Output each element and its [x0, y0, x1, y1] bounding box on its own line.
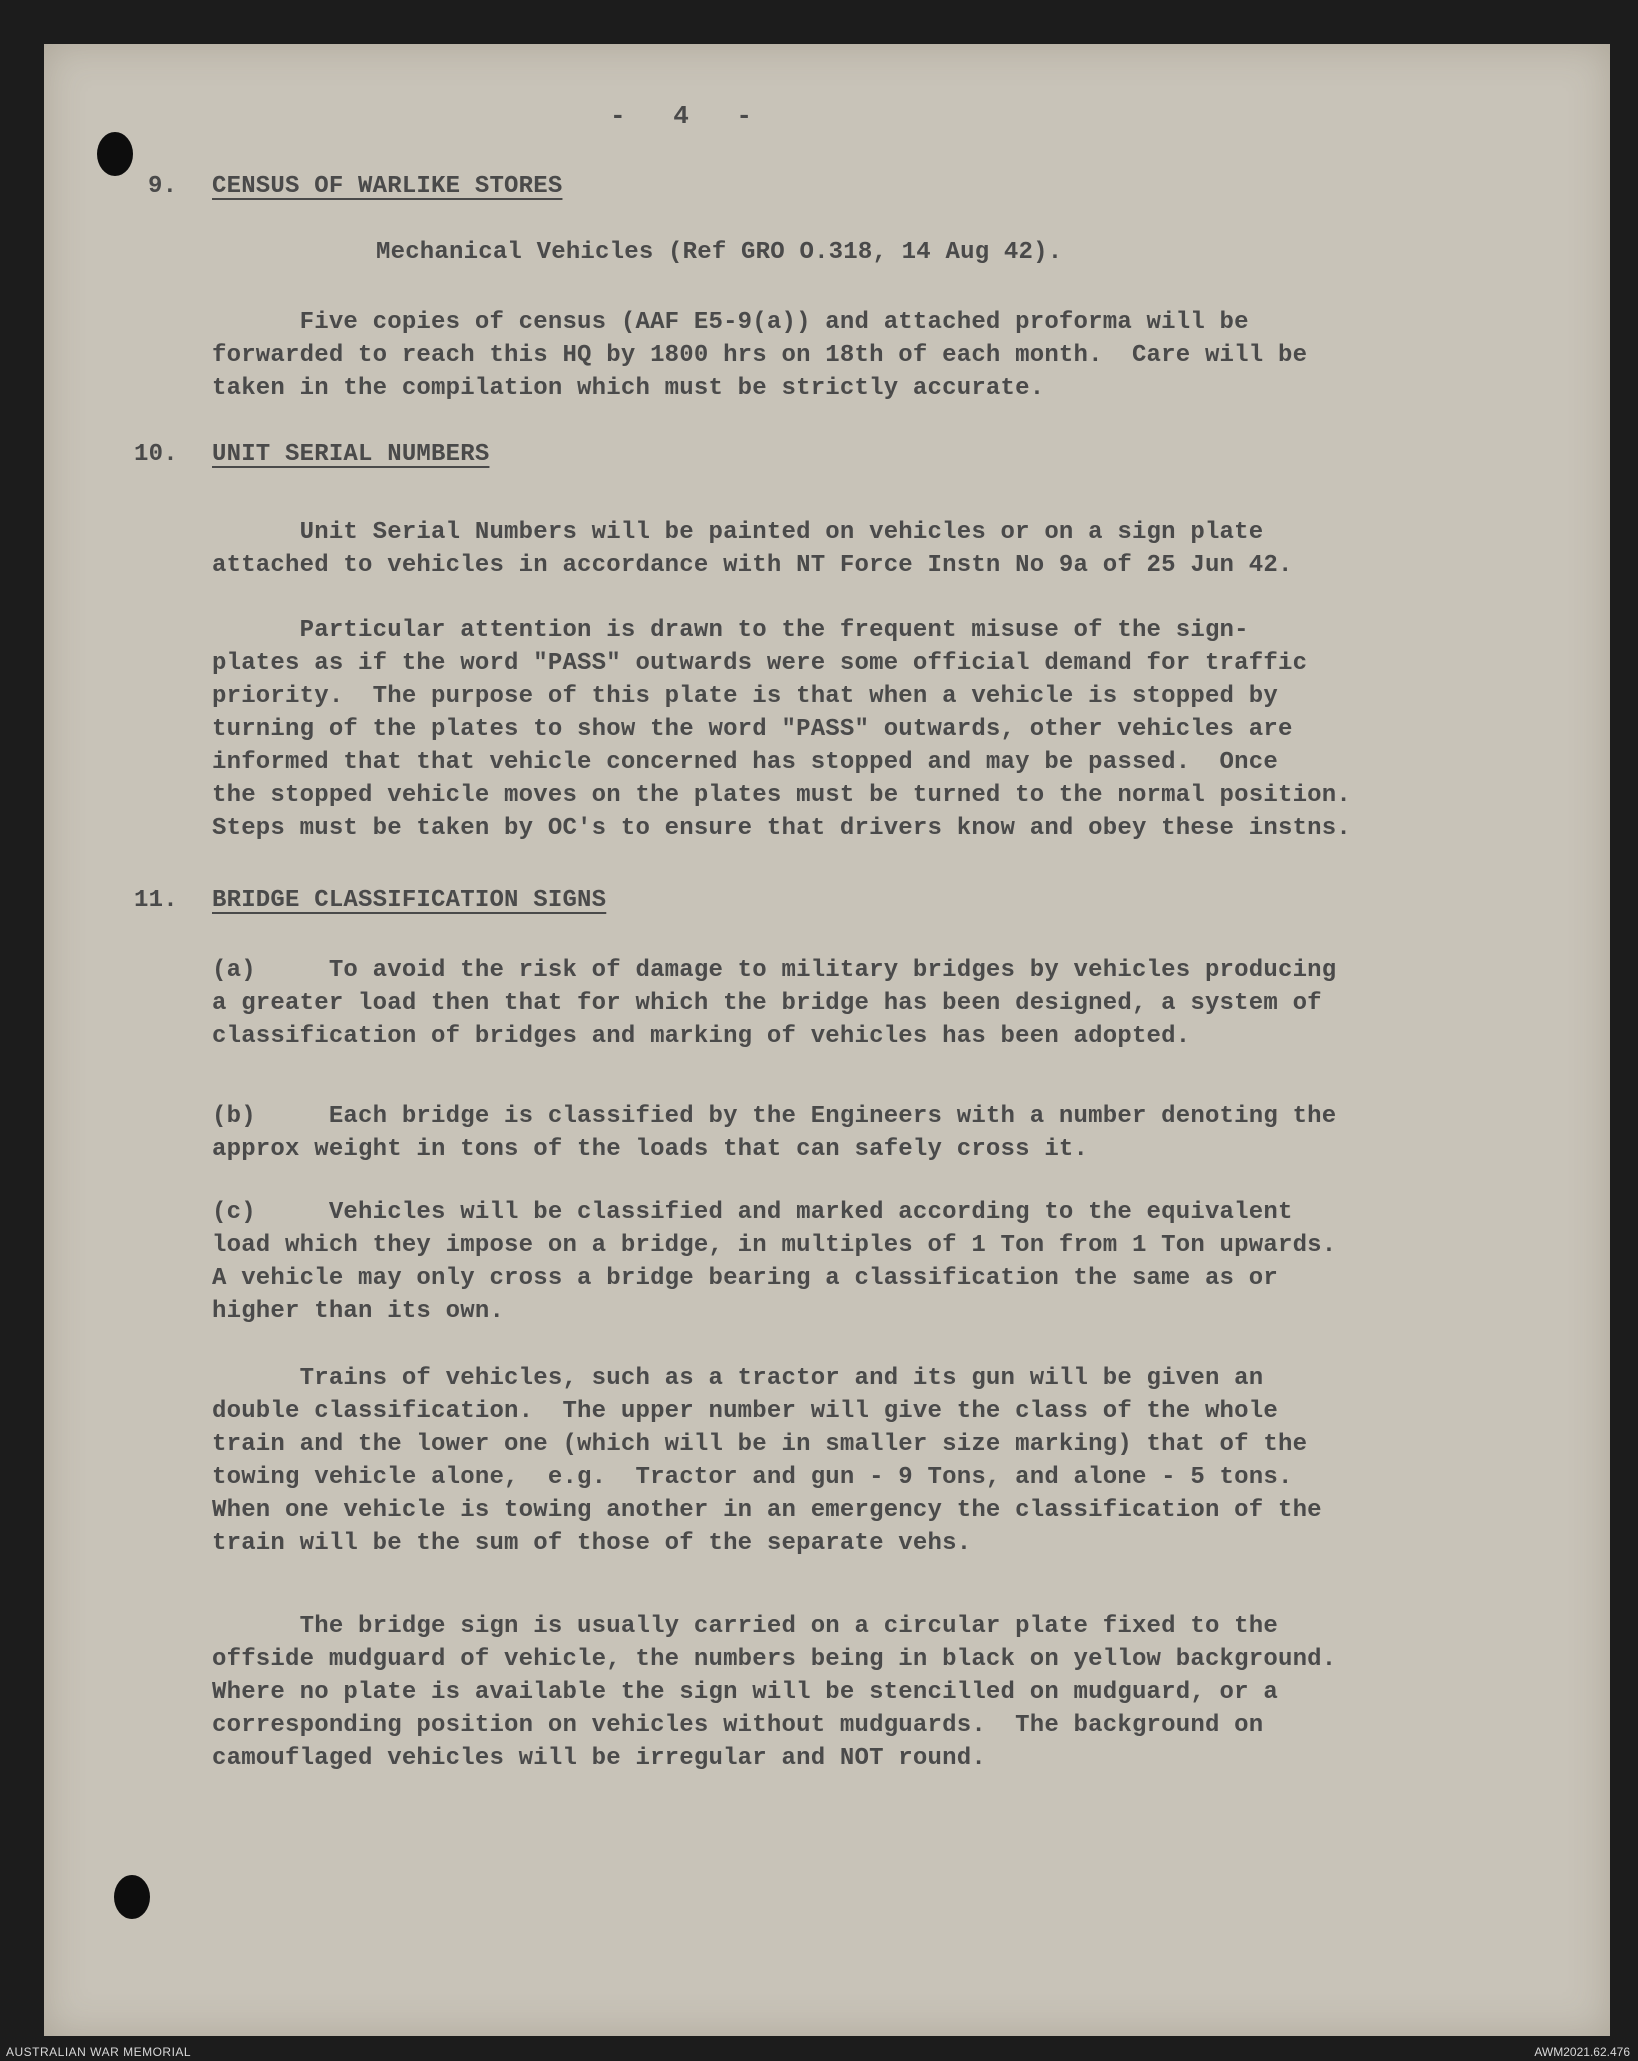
section-11-item-c: (c) Vehicles will be classified and marked according to the equivalent load which they impose on a bridge, in multiples of 1 Ton from 1 Ton upwards. A vehicle may only cross a bridge bearing a classification the same as or higher than its own.: [212, 1199, 1337, 1325]
section-10-paragraph-2: Particular attention is drawn to the frequent misuse of the sign- plates as if the word "PASS" outwards were some official demand for traffic priority. The purpose of this plate is that when a vehicle is stopped by turning of the plates to show the word "PASS" outwards, other vehicles are informed that that vehicle concerned has stopped and may be passed. Once the stopped vehicle moves on the plates must be turned to the normal position. Steps must be taken by OC's to ensure that drivers know and obey these instns.: [212, 617, 1351, 842]
punch-hole-top: [97, 132, 133, 176]
section-11-paragraph-2: The bridge sign is usually carried on a circular plate fixed to the offside mudguard of vehicle, the numbers being in black on yellow background. Where no plate is available the sign will be stencilled on mudguard, or a corresponding position on vehicles without mudguards. The background on camouflaged vehicles will be irregular and NOT round.: [212, 1613, 1337, 1772]
archive-reference: AWM2021.62.476: [1534, 2045, 1630, 2059]
archive-credit: AUSTRALIAN WAR MEMORIAL: [6, 2045, 192, 2059]
section-11-item-a: (a) To avoid the risk of damage to military bridges by vehicles producing a greater load then that for which the bridge has been designed, a system of classification of bridges and marking of vehicles has been adopted.: [212, 957, 1337, 1050]
section-9-heading: CENSUS OF WARLIKE STORES: [212, 173, 563, 200]
section-11-number: 11.: [134, 887, 178, 914]
section-10-heading: UNIT SERIAL NUMBERS: [212, 441, 490, 468]
section-9-paragraph: Five copies of census (AAF E5-9(a)) and attached proforma will be forwarded to reach this HQ by 1800 hrs on 18th of each month. Care will be taken in the compilation which must be strictly accurate.: [212, 309, 1308, 402]
section-9-subheading: Mechanical Vehicles (Ref GRO O.318, 14 Aug 42).: [376, 239, 1063, 266]
section-11-paragraph-1: Trains of vehicles, such as a tractor and its gun will be given an double classification. The upper number will give the class of the whole train and the lower one (which will be in smaller size marking) that of the towing vehicle alone, e.g. Tractor and gun - 9 Tons, and alone - 5 tons. When one vehicle is towing another in an emergency the classification of the train will be the sum of those of the separate vehs.: [212, 1365, 1322, 1557]
punch-hole-bottom: [114, 1875, 150, 1919]
section-10-number: 10.: [134, 441, 178, 468]
section-10-paragraph-1: Unit Serial Numbers will be painted on vehicles or on a sign plate attached to vehicles in accordance with NT Force Instn No 9a of 25 Jun 42.: [212, 519, 1293, 579]
section-11-heading: BRIDGE CLASSIFICATION SIGNS: [212, 887, 607, 914]
page-number: - 4 -: [610, 101, 753, 131]
section-11-item-b: (b) Each bridge is classified by the Engineers with a number denoting the approx weight in tons of the loads that can safely cross it.: [212, 1103, 1337, 1163]
section-9-number: 9.: [148, 173, 178, 200]
